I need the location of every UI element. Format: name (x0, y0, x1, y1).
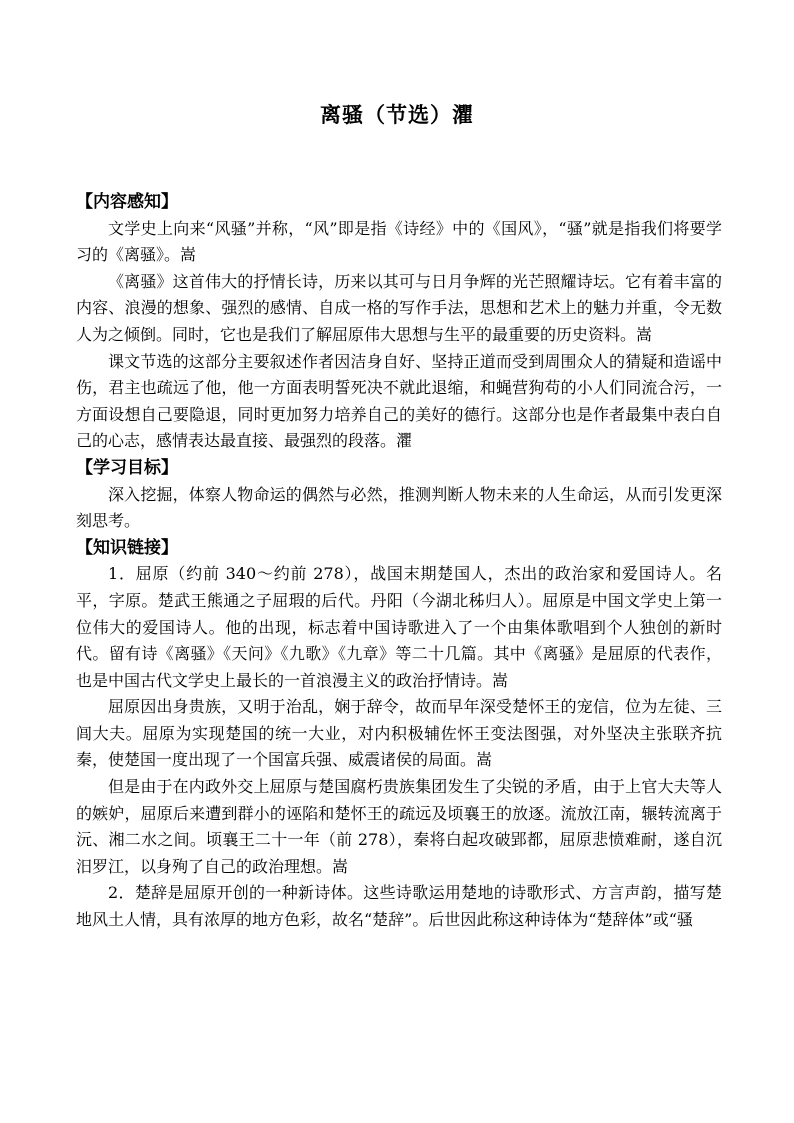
paragraph: 深入挖掘，体察人物命运的偶然与必然，推测判断人物未来的人生命运，从而引发更深刻思考。 (76, 484, 722, 531)
paragraph: 屈原因出身贵族，又明于治乱，娴于辞令，故而早年深受楚怀王的宠信，位为左徒、三闾大夫。屈原为实现楚国的统一大业，对内积极辅佐怀王变法图强，对外坚决主张联齐抗秦，使楚国一度出现了一个国富兵强、威震诸侯的局面。嵩 (76, 697, 722, 770)
document-body (76, 189, 722, 934)
section-heading-learning-goals: 【学习目标】 (76, 457, 178, 478)
section-heading-content-perception: 【内容感知】 (76, 192, 178, 212)
paragraph: 1．屈原（约前 340～约前 278），战国末期楚国人，杰出的政治家和爱国诗人。名平，字原。楚武王熊通之子屈瑕的后代。丹阳（今湖北秭归人）。屈原是中国文学史上第一位伟大的爱国诗人。他的出现，标志着中国诗歌进入了一个由集体歌唱到个人独创的新时代。留有诗《离骚》《天问》《九歌》《九章》等二十几篇。其中《离骚》是屈原的代表作，也是中国古代文学史上最长的一首浪漫主义的政治抒情诗。嵩 (76, 564, 722, 690)
paragraph: 文学史上向来“风骚”并称，“风”即是指《诗经》中的《国风》，“骚”就是指我们将要学习的《离骚》。嵩 (76, 218, 722, 265)
paragraph: 《离骚》这首伟大的抒情长诗，历来以其可与日月争辉的光芒照耀诗坛。它有着丰富的内容、浪漫的想象、强烈的感情、自成一格的写作手法，思想和艺术上的魅力并重，令无数人为之倾倒。同时，它也是我们了解屈原伟大思想与生平的最重要的历史资料。嵩 (76, 271, 722, 344)
section-heading-knowledge-links: 【知识链接】 (76, 537, 178, 558)
paragraph: 但是由于在内政外交上屈原与楚国腐朽贵族集团发生了尖锐的矛盾，由于上官大夫等人的嫉妒，屈原后来遭到群小的诬陷和楚怀王的疏远及顷襄王的放逐。流放江南，辗转流离于沅、湘二水之间。顷襄王二十一年（前 278），秦将白起攻破郢都，屈原悲愤难耐，遂自沉汨罗江，以身殉了自己的政治理想。嵩 (76, 777, 722, 876)
paragraph: 课文节选的这部分主要叙述作者因洁身自好、坚持正道而受到周围众人的猜疑和造谣中伤，君主也疏远了他，他一方面表明誓死决不就此退缩，和蝇营狗苟的小人们同流合污，一方面设想自己要隐退，同时更加努力培养自己的美好的德行。这部分也是作者最集中表白自己的心志，感情表达最直接、最强烈的段落。灈 (76, 351, 722, 451)
paragraph: 2．楚辞是屈原开创的一种新诗体。这些诗歌运用楚地的诗歌形式、方言声韵，描写楚地风土人情，具有浓厚的地方色彩，故名“楚辞”。后世因此称这种诗体为“楚辞体”或“骚 (76, 883, 722, 930)
document-title: 离骚（节选）灈 (320, 102, 474, 127)
